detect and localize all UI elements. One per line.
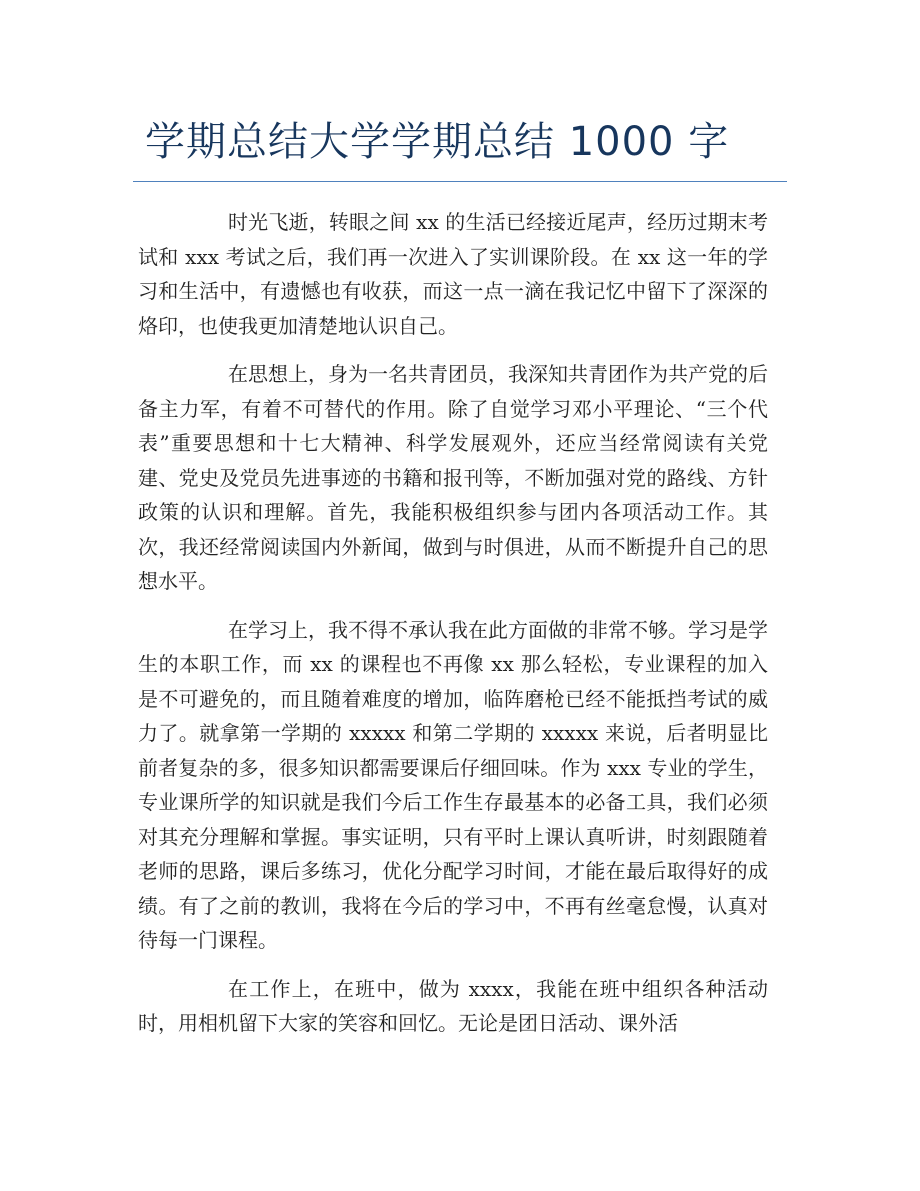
document-title: 学期总结大学学期总结 1000 字 — [145, 119, 730, 165]
paragraph-thought: 在思想上，身为一名共青团员，我深知共青团作为共产党的后备主力军，有着不可替代的作用。除了自觉学习邓小平理论、“三个代表”重要思想和十七大精神、科学发展观外，还应当经常阅读有关党建、党史及党员先进事迹的书籍和报刊等，不断加强对党的路线、方针政策的认识和理解。首先，我能积极组织参与团内各项活动工作。其次，我还经常阅读国内外新闻，做到与时俱进，从而不断提升自己的思想水平。 — [138, 362, 768, 593]
document-body — [138, 205, 768, 1055]
title-divider — [133, 181, 787, 182]
paragraph-work: 在工作上，在班中，做为 xxxx，我能在班中组织各种活动时，用相机留下大家的笑容和回忆。无论是团日活动、课外活 — [138, 976, 768, 1035]
paragraph-intro: 时光飞逝，转眼之间 xx 的生活已经接近尾声，经历过期末考试和 xxx 考试之后，我们再一次进入了实训课阶段。在 xx 这一年的学习和生活中，有遗憾也有收获，而这一点一滴在我记忆中留下了深深的烙印，也使我更加清楚地认识自己。 — [138, 210, 768, 338]
paragraph-study: 在学习上，我不得不承认我在此方面做的非常不够。学习是学生的本职工作，而 xx 的课程也不再像 xx 那么轻松，专业课程的加入是不可避免的，而且随着难度的增加，临阵磨枪已经不能抵挡考试的威力了。就拿第一学期的 xxxxx 和第二学期的 xxxxx 来说，后者明显比前者复杂的多，很多知识都需要课后仔细回味。作为 xxx 专业的学生，专业课所学的知识就是我们今后工作生存最基本的必备工具，我们必须对其充分理解和掌握。事实证明，只有平时上课认真听讲，时刻跟随着老师的思路，课后多练习，优化分配学习时间，才能在最后取得好的成绩。有了之前的教训，我将在今后的学习中，不再有丝毫怠慢，认真对待每一门课程。 — [138, 617, 768, 952]
